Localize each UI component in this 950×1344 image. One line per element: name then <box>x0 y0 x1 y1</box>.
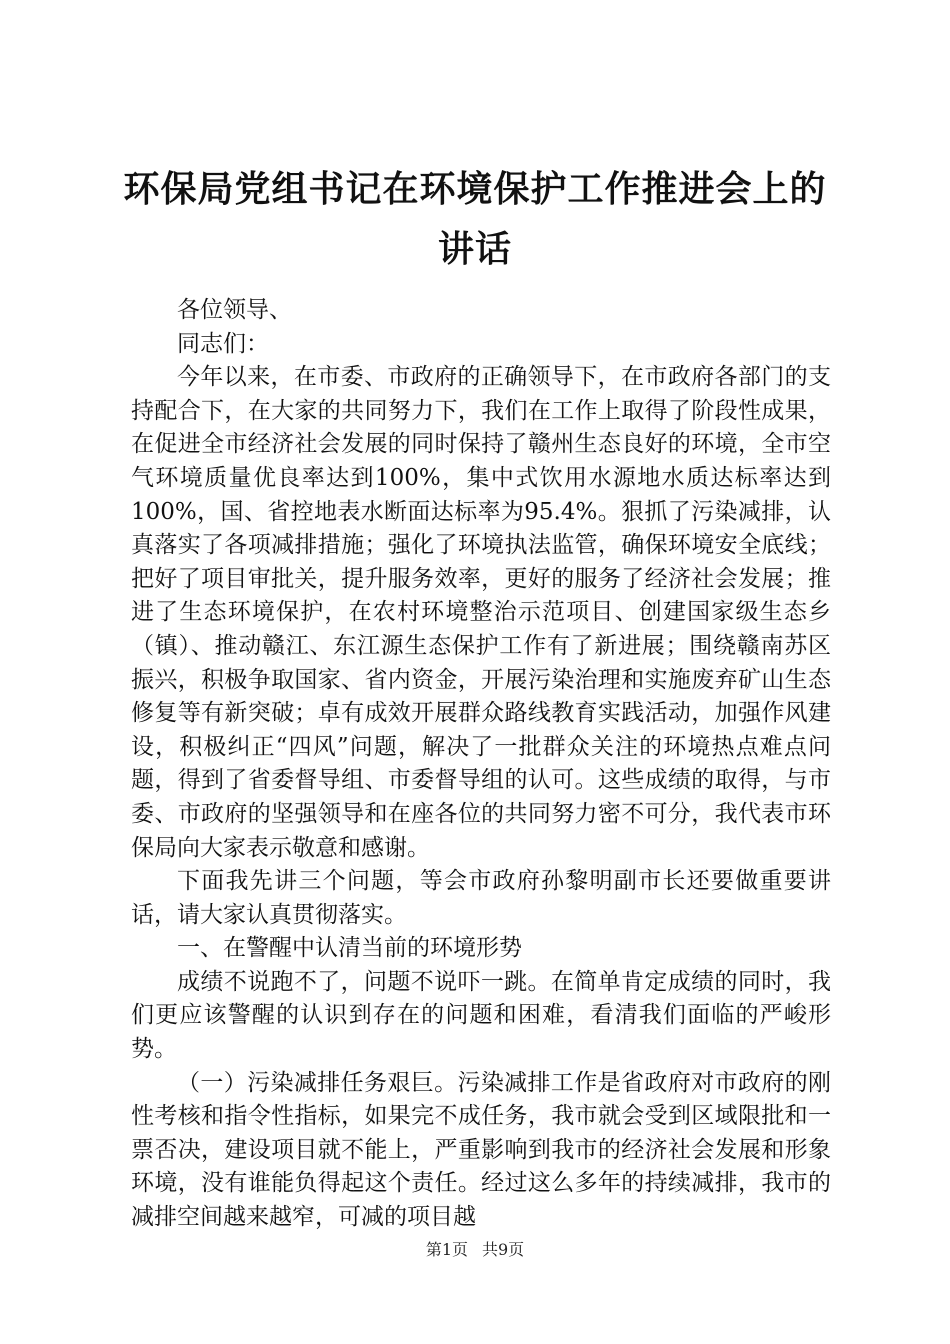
paragraph-agenda: 下面我先讲三个问题，等会市政府孙黎明副市长还要做重要讲话，请大家认真贯彻落实。 <box>131 868 831 928</box>
section-heading-1: 一、在警醒中认清当前的环境形势 <box>177 935 522 962</box>
paragraph-achievements: 今年以来，在市委、市政府的正确领导下，在市政府各部门的支持配合下，在大家的共同努力下，我们在工作上取得了阶段性成果，在促进全市经济社会发展的同时保持了赣州生态良好的环境，全市空气环境质量优良率达到100%，集中式饮用水源地水质达标率达到100%，国、省控地表水断面达标率为95.4%。狠抓了污染减排，认真落实了各项减排措施；强化了环境执法监管，确保环境安全底线；把好了项目审批关，提升服务效率，更好的服务了经济社会发展；推进了生态环境保护，在农村环境整治示范项目、创建国家级生态乡（镇）、推动赣江、东江源生态保护工作有了新进展；围绕赣南苏区振兴，积极争取国家、省内资金，开展污染治理和实施废弃矿山生态修复等有新突破；卓有成效开展群众路线教育实践活动，加强作风建设，积极纠正“四风”问题，解决了一批群众关注的环境热点难点问题，得到了省委督导组、市委督导组的认可。这些成绩的取得，与市委、市政府的坚强领导和在座各位的共同努力密不可分，我代表市环保局向大家表示敬意和感谢。 <box>131 364 831 861</box>
salutation-leaders: 各位领导、 <box>177 297 292 323</box>
page-total: 共9页 <box>482 1240 525 1259</box>
page-number: 第1页 <box>425 1240 468 1259</box>
page-footer <box>0 1240 950 1260</box>
paragraph-problems: 成绩不说跑不了，问题不说吓一跳。在简单肯定成绩的同时，我们更应该警醒的认识到存在的问题和困难，看清我们面临的严峻形势。 <box>131 968 831 1063</box>
document-body <box>131 294 831 1235</box>
paragraph-emission-reduction: （一）污染减排任务艰巨。污染减排工作是省政府对市政府的刚性考核和指令性指标，如果完不成任务，我市就会受到区域限批和一票否决，建设项目就不能上，严重影响到我市的经济社会发展和形象环境，没有谁能负得起这个责任。经过这么多年的持续减排，我市的减排空间越来越窄，可减的项目越 <box>131 1069 831 1231</box>
document-title: 环保局党组书记在环境保护工作推进会上的讲话 <box>123 169 827 270</box>
salutation-comrades: 同志们： <box>177 330 269 357</box>
